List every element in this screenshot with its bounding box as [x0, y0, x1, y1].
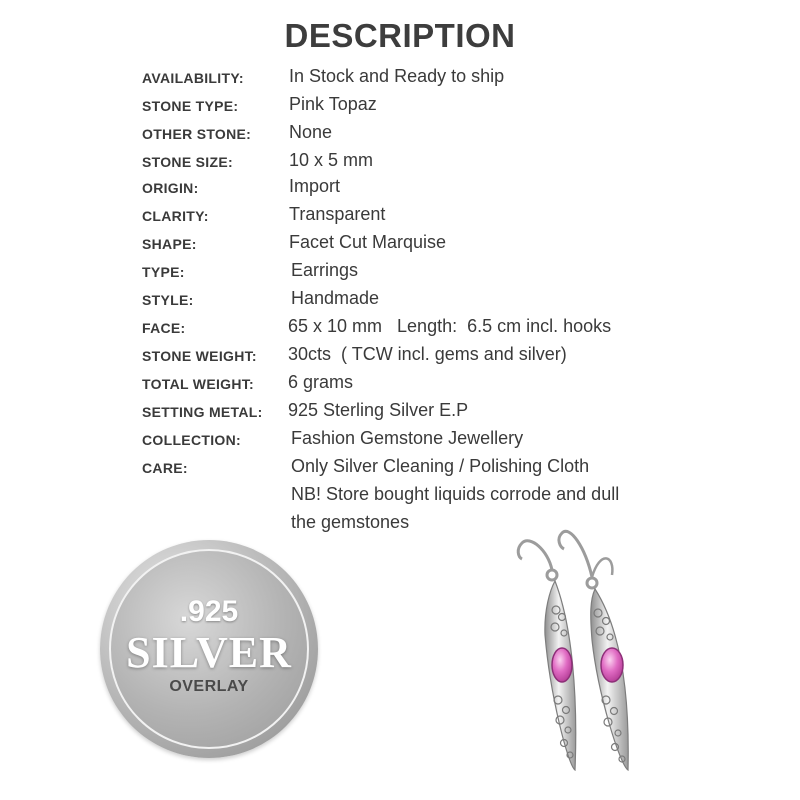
spec-value: In Stock and Ready to ship — [289, 66, 505, 86]
spec-row-availability — [0, 66, 800, 92]
spec-label: STONE WEIGHT: — [142, 348, 257, 364]
care-note-line: NB! Store bought liquids corrode and dull — [291, 484, 620, 504]
spec-row-total-weight — [0, 372, 800, 398]
spec-value: Pink Topaz — [289, 94, 377, 114]
spec-value: Handmade — [291, 288, 380, 308]
spec-row-stone-size — [0, 150, 800, 176]
spec-label: STYLE: — [142, 292, 194, 308]
spec-value: Facet Cut Marquise — [289, 232, 447, 252]
spec-row-clarity — [0, 204, 800, 230]
spec-row-type — [0, 260, 800, 286]
care-note-line: the gemstones — [291, 512, 410, 532]
spec-row-stone-type — [0, 94, 800, 120]
spec-label: CARE: — [142, 460, 188, 476]
spec-label: OTHER STONE: — [142, 126, 252, 142]
spec-value: Fashion Gemstone Jewellery — [291, 428, 524, 448]
pink-topaz-gem — [552, 648, 572, 682]
spec-row-shape — [0, 232, 800, 258]
spec-label: ORIGIN: — [142, 180, 199, 196]
spec-value: 65 x 10 mm Length: 6.5 cm incl. hooks — [288, 316, 612, 336]
spec-label: COLLECTION: — [142, 432, 241, 448]
badge-finish: OVERLAY — [169, 678, 249, 695]
spec-value: None — [289, 122, 333, 142]
spec-value: Transparent — [289, 204, 386, 224]
spec-value: 30cts ( TCW incl. gems and silver) — [288, 344, 567, 364]
spec-row-care — [0, 456, 800, 482]
spec-value: Import — [289, 176, 341, 196]
spec-label: STONE TYPE: — [142, 98, 239, 114]
spec-value: 925 Sterling Silver E.P — [288, 400, 469, 420]
page-title: DESCRIPTION — [284, 17, 516, 54]
pink-topaz-gem — [601, 648, 623, 682]
spec-label: CLARITY: — [142, 208, 209, 224]
spec-label: FACE: — [142, 320, 186, 336]
spec-value: 10 x 5 mm — [289, 150, 374, 170]
spec-label: AVAILABILITY: — [142, 70, 244, 86]
spec-row-setting-metal — [0, 400, 800, 426]
spec-label: TYPE: — [142, 264, 185, 280]
spec-label: SHAPE: — [142, 236, 197, 252]
earrings-product-image — [500, 515, 680, 785]
spec-row-style — [0, 288, 800, 314]
spec-label: SETTING METAL: — [142, 404, 263, 420]
spec-row-collection — [0, 428, 800, 454]
spec-row-face — [0, 316, 800, 342]
badge-metal: SILVER — [126, 628, 292, 677]
spec-row-other-stone — [0, 122, 800, 148]
spec-value: 6 grams — [288, 372, 354, 392]
silver-overlay-badge — [100, 540, 318, 758]
spec-label: STONE SIZE: — [142, 154, 233, 170]
spec-value: Earrings — [291, 260, 359, 280]
badge-purity: .925 — [179, 595, 239, 628]
spec-row-stone-weight — [0, 344, 800, 370]
left-earring — [518, 541, 576, 770]
spec-value: Only Silver Cleaning / Polishing Cloth — [291, 456, 590, 476]
spec-label: TOTAL WEIGHT: — [142, 376, 255, 392]
spec-row-origin — [0, 176, 800, 202]
